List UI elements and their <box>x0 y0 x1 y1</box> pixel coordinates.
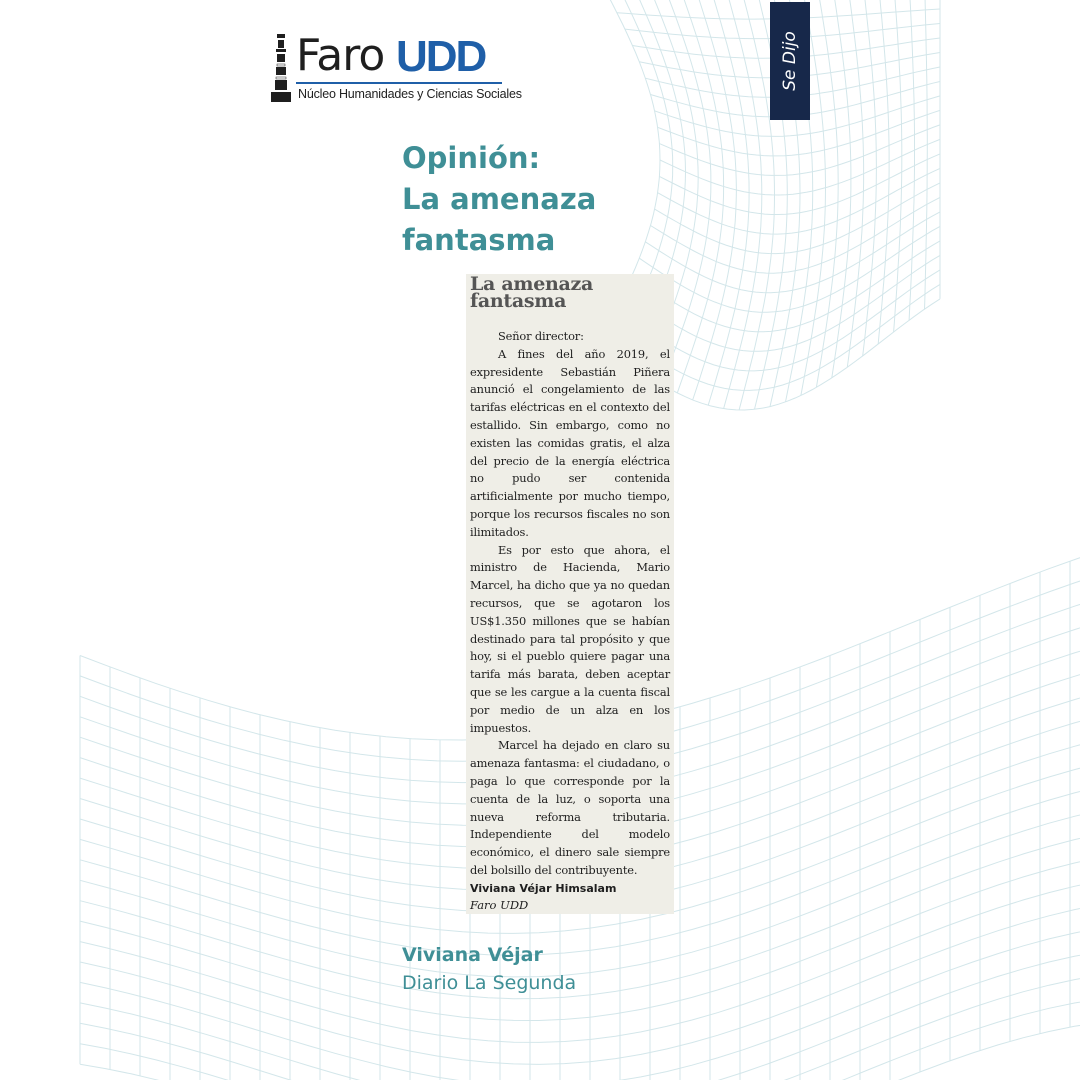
mesh-line <box>693 0 737 400</box>
clipping-salutation: Señor director: <box>498 329 584 343</box>
mesh-line <box>925 0 928 309</box>
headline-line: fantasma <box>402 223 556 257</box>
mesh-line <box>724 0 762 409</box>
author-name: Viviana Véjar <box>402 944 543 966</box>
clipping-paragraph: A fines del año 2019, el expresidente Sebastián Piñera anunció el congelamiento de las tarifas eléctricas en el contexto del estallido. Sin embargo, como no existen las comidas gratis, el alza del precio de la energía eléctrica no pudo ser contenida artificialmente por mucho tiempo, porque los recursos fiscales no son ilimitados. <box>470 346 670 539</box>
logo-wordmark-faro: Faro <box>296 30 385 81</box>
headline-line: La amenaza <box>402 182 597 216</box>
mesh-line <box>863 0 877 356</box>
logo-subtitle: Núcleo Humanidades y Ciencias Sociales <box>298 87 522 101</box>
clipping-paragraph: Marcel ha dejado en claro su amenaza fantasma: el ciudadano, o paga lo que corresponde por la cuenta de la luz, o soporta una nueva reforma tributaria. Independiente del modelo económico, el dinero sale siempre del bolsillo del contribuyente. <box>470 738 670 877</box>
page-title <box>402 138 596 261</box>
mesh-line <box>894 0 902 332</box>
clipping-signature: Viviana Véjar Himsalam <box>470 881 617 895</box>
mesh-line <box>832 0 851 378</box>
faro-udd-logo[interactable] <box>268 30 522 104</box>
headline-line: Opinión: <box>402 141 541 175</box>
mesh-line <box>708 0 749 405</box>
logo-wordmark-udd: UDD <box>396 32 486 81</box>
clipping-paragraph: Es por esto que ahora, el ministro de Hacienda, Mario Marcel, ha dicho que ya no quedan recursos, que se agotaron los US$1.350 millones que se habían destinado para tal propósito y que hoy, si el pueblo quiere pagar una tarifa más barata, deben aceptar que se les cargue a la cuenta fiscal por medio de un alza en los impuestos. <box>470 542 670 735</box>
source-publication: Diario La Segunda <box>402 972 577 994</box>
logo-divider <box>296 82 502 84</box>
section-tab-label: Se Dijo <box>780 31 800 91</box>
clipping-affiliation: Faro UDD <box>470 897 529 912</box>
newspaper-clipping <box>466 274 674 914</box>
mesh-line <box>847 0 863 367</box>
clipping-title-line: fantasma <box>470 290 567 312</box>
clipping-title-line: La amenaza <box>470 273 594 295</box>
mesh-line <box>816 0 838 387</box>
section-tab-se-dijo[interactable] <box>770 2 810 120</box>
lighthouse-icon <box>270 34 292 104</box>
mesh-line <box>651 197 941 273</box>
clipping-body <box>470 328 670 914</box>
clipping-title <box>470 273 670 312</box>
mesh-line <box>878 0 889 344</box>
